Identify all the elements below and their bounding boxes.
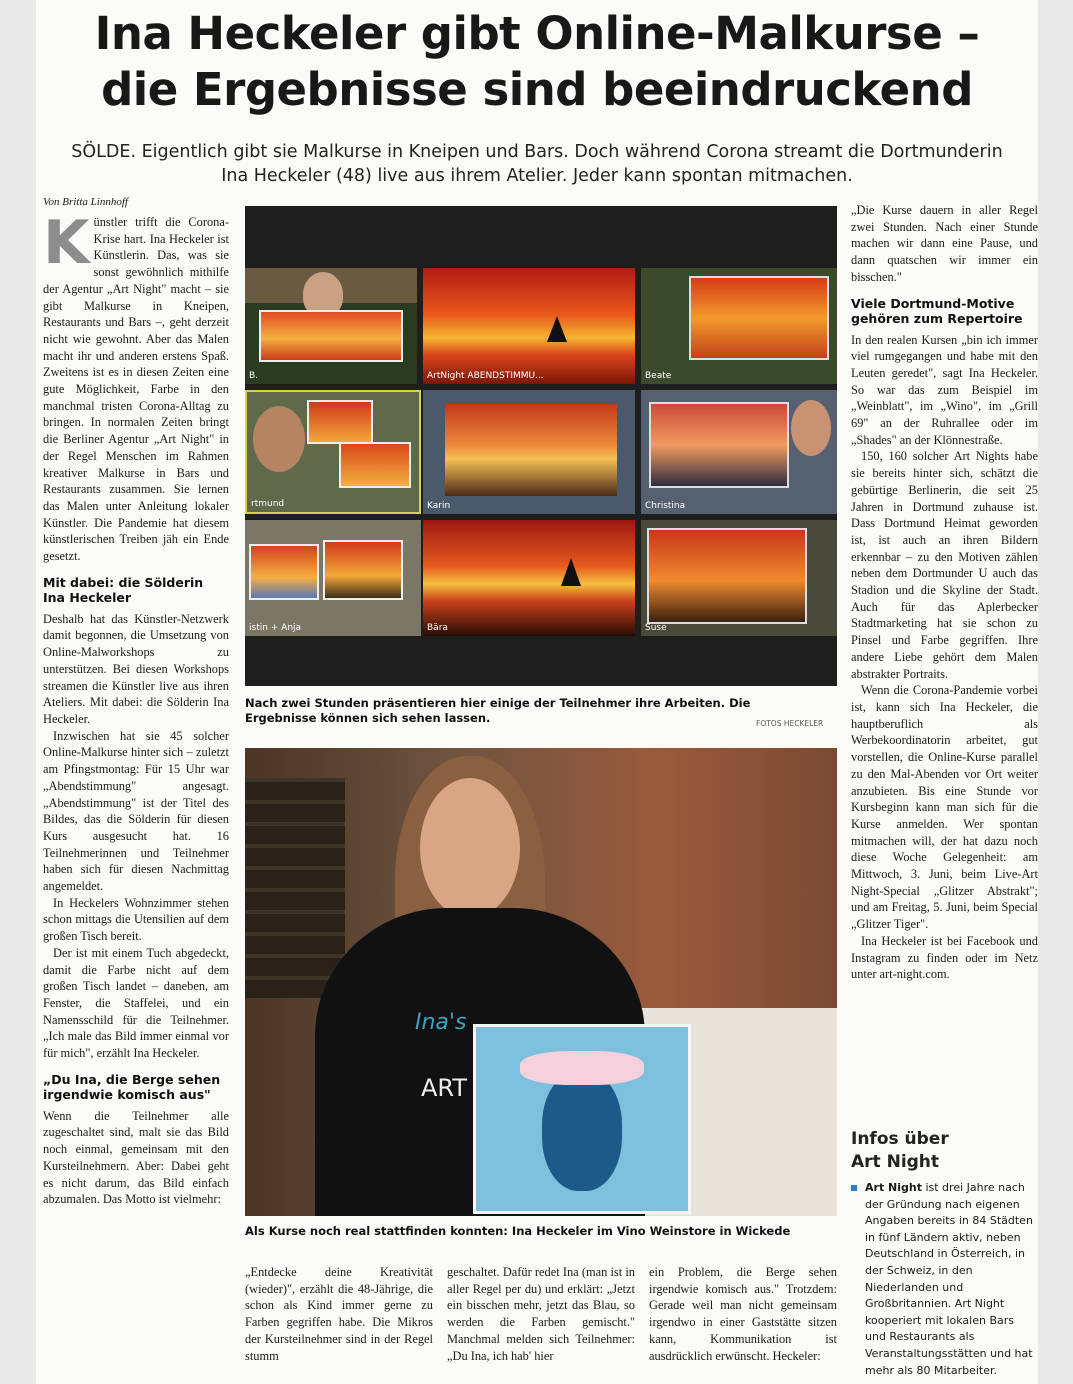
headline-line-1: Ina Heckeler gibt Online-Malkurse – xyxy=(94,7,980,60)
portrait-figure xyxy=(542,1071,622,1191)
face xyxy=(420,778,520,918)
sunset-painting xyxy=(323,540,403,600)
tile-label: Bära xyxy=(427,623,448,633)
participant-tile xyxy=(423,268,635,384)
article-column-3: geschaltet. Dafür redet Ina (man ist in aller Regel per du) und erklärt: „Jetzt ein bisschen mehr, jetzt das Blau, so werden die Farben gemischt." Manchmal melden sich Teilnehmer: „Du Ina, ich hab' hier xyxy=(447,1265,635,1363)
tile-label: Christina xyxy=(645,501,686,511)
paragraph: Wenn die Teilnehmer alle zugeschaltet sind, malt sie das Bild noch einmal, gemeinsam mit den Kursteilnehmern. Aber: Dabei geht es nicht darum, das Bild einfach abzumalen. Das Motto ist vielmehr: xyxy=(43,1108,229,1207)
byline: Von Britta Linnhoff xyxy=(43,196,128,208)
wine-shelf xyxy=(245,778,345,998)
paragraph: In den realen Kursen „bin ich immer viel rumgegangen und habe mit den Leuten geredet", sagt Ina Heckeler. So war das zum Beispiel im „Weinblatt", im „Wino", im „Grill 69" an der Ruhrallee oder im „Shades" an der Klönnestraße. xyxy=(851,332,1038,447)
photo-caption-2: Als Kurse noch real stattfinden konnten: Ina Heckeler im Vino Weinstore in Wickede xyxy=(245,1224,791,1238)
sailboat xyxy=(561,558,581,586)
portrait-photo xyxy=(245,748,837,1216)
sailboat xyxy=(547,316,567,342)
article-column-4-bottom: ein Problem, die Berge sehen irgendwie komisch aus." Trotzdem: Gerade weil man nicht gemeinsam irgendwo in einer Gaststätte sitzen kann, Kommunikation ist ausdrücklich erwünscht. Heckeler: xyxy=(649,1265,837,1363)
subheadline-line-1: SÖLDE. Eigentlich gibt sie Malkurse in Kneipen und Bars. Doch während Corona streamt die Dortmunderin xyxy=(71,142,1003,162)
paragraph: Ina Heckeler ist bei Facebook und Instagram zu finden oder im Netz unter art-night.com. xyxy=(851,933,1038,982)
sunset-painting xyxy=(689,276,829,360)
bottom-columns xyxy=(245,1264,837,1384)
headline-line-2: die Ergebnisse sind beeindruckend xyxy=(101,63,973,116)
subheading-berge: „Du Ina, die Berge sehen irgendwie komisch aus" xyxy=(43,1071,221,1102)
sunset-painting xyxy=(249,544,319,600)
bullet-icon xyxy=(851,1185,857,1191)
paragraph: Der ist mit einem Tuch abgedeckt, damit die Farbe nicht auf dem großen Tisch landet – daneben, am Fenster, die Staffelei, und ein Namensschild für die Teilnehmer. „Ich male das Bild immer einmal vor für mich", erzählt Ina Heckeler. xyxy=(43,945,229,1061)
apron-text: ART xyxy=(421,1074,468,1102)
subheading-dortmund: Viele Dortmund-Motive gehören zum Repertoire xyxy=(851,295,1023,326)
headline xyxy=(36,6,1038,118)
flower-crown xyxy=(520,1051,644,1085)
dropcap: K xyxy=(43,208,90,278)
participant-face xyxy=(791,400,831,456)
video-call-photo xyxy=(245,206,837,686)
intro-paragraph xyxy=(43,208,229,565)
intro-text: ünstler trifft die Corona-Krise hart. Ina Heckeler ist Künstlerin. Das, was sie sonst gewöhnlich mithilfe der Agentur „Art Night" macht – sie gibt Malkurse in Kneipen, Restaurants und Bars –, geht derzeit nicht wie gewohnt. Aber das Malen macht ihr und anderen erstens Spaß. Zweitens ist es in diesen Zeiten eine gute Möglichkeit, Farbe in den manchmal tristen Corona-Alltag zu bringen. In normalen Zeiten bringt die Berliner Agentur „Art Night" in der Regel Menschen im Rahmen kreativer Malkurse in Bars und Restaurants zusammen. Sie lernen das Malen unter Anleitung lokaler Künstler. Die Pandemie hat diesem künstlerischen Treiben jäh ein Ende gesetzt. xyxy=(43,215,229,564)
sunset-painting xyxy=(259,310,403,362)
frida-painting xyxy=(473,1024,691,1214)
participant-tile xyxy=(641,390,837,514)
tile-label: ArtNight ABENDSTIMMU... xyxy=(427,371,544,381)
participant-tile xyxy=(423,390,635,514)
info-box-text xyxy=(851,1180,1038,1379)
sunset-painting xyxy=(647,528,807,624)
paragraph: Inzwischen hat sie 45 solcher Online-Malkurse hinter sich – zuletzt am Pfingstmontag: Für 15 Uhr war „Abendstimmung" angesagt. „Abendstimmung" ist der Titel des Bildes, das die Sölderin für diesen Kurs ausgesucht hat. 16 Teilnehmerinnen und Teilnehmer haben sich für diesen Nachmittag angemeldet. xyxy=(43,728,229,894)
paragraph: Deshalb hat das Künstler-Netzwerk damit begonnen, die Umsetzung von Online-Malworkshops zu unterstützen. Bei diesen Workshops streamen die Künstler live aus ihren Ateliers. Mit dabei: die Sölderin Ina Heckeler. xyxy=(43,611,229,726)
tile-label: rtmund xyxy=(251,499,285,509)
tile-label: Karin xyxy=(427,501,451,511)
paragraph: „Die Kurse dauern in aller Regel zwei Stunden. Nach einer Stunde machen wir dann eine Pause, und dann quatschen wir immer ein bisschen." xyxy=(851,203,1038,284)
subheadline-line-2: Ina Heckeler (48) live aus ihrem Atelier. Jeder kann spontan mitmachen. xyxy=(221,166,853,186)
participant-tile xyxy=(641,520,837,636)
sunset-painting xyxy=(649,402,789,488)
photo-caption-1: Nach zwei Stunden präsentieren hier einige der Teilnehmer ihre Arbeiten. Die Ergebnisse können sich sehen lassen. xyxy=(245,696,751,725)
participant-tile xyxy=(245,268,417,384)
article-column-1 xyxy=(43,208,229,1208)
article-column-right xyxy=(851,202,1038,983)
info-box-lead: Art Night xyxy=(865,1181,922,1194)
tile-label: B. xyxy=(249,371,259,381)
sunset-painting xyxy=(445,404,617,496)
paragraph: Wenn die Corona-Pandemie vorbei ist, kann sich Ina Heckeler, die hauptberuflich als Werbekoordinatorin arbeitet, gut vorstellen, die Online-Kurse parallel zu den Mal-Abenden vor Ort weiter anzubieten. Bis eine Stunde vor Kursbeginn kann man sich für die Kurse anmelden. Wer spontan mitmachen will, der hat dazu noch diese Woche Gelegenheit: am Mittwoch, 3. Juni, beim Live-Art Night-Special „Glitzer Abstrakt"; und am Freitag, 5. Juni, beim Special „Glitzer Tiger". xyxy=(851,683,1038,932)
participant-tile xyxy=(245,390,421,514)
info-box-title xyxy=(851,1128,1038,1174)
tile-label: istin + Anja xyxy=(249,623,302,633)
paragraph: In Heckelers Wohnzimmer stehen schon mittags die Utensilien auf dem großen Tisch bereit. xyxy=(43,895,229,944)
info-box xyxy=(851,1128,1038,1379)
subheadline xyxy=(36,140,1038,188)
info-box-title-line-1: Infos über xyxy=(851,1129,949,1149)
info-box-body: ist drei Jahre nach der Gründung nach eigenen Angaben bereits in 84 Städten in fünf Ländern aktiv, neben Deutschland in Österreich, in der Schweiz, in den Niederlanden und Großbritannien. Art Night kooperiert mit lokalen Bars und Restaurants als Veranstaltungsstätten und hat mehr als 80 Mitarbeiter. xyxy=(865,1181,1033,1377)
paragraph: 150, 160 solcher Art Nights habe sie bereits hinter sich, schätzt die gebürtige Berlinerin, die seit 25 Jahren in Dortmund zuhause ist. Dass Dortmund Heimat geworden ist, ist auch an ihren Bildern erkennbar – zu den Motiven zählen neben dem Dortmunder U auch das Stadion und die Skyline der Stadt. Auch für das Aplerbecker Stadtmarketing hat sie schon zu Pinsel und Farbe gegriffen. Ihre andere Liebe gehört dem Malen abstrakter Portraits. xyxy=(851,449,1038,681)
tile-label: Suse xyxy=(645,623,667,633)
info-box-title-line-2: Art Night xyxy=(851,1152,940,1172)
participant-tile xyxy=(641,268,837,384)
apron-logo: Ina's xyxy=(415,1010,467,1035)
sunset-painting xyxy=(339,442,411,488)
photo-credit: FOTOS HECKELER xyxy=(756,719,824,728)
subheading-mit-dabei: Mit dabei: die Sölderin Ina Heckeler xyxy=(43,574,204,605)
article-column-2: „Entdecke deine Kreativität (wieder)", erzählt die 48-Jährige, die schon als Kind immer gerne zu Farben gegriffen habe. Die Mikros der Kursteilnehmer sind in der Regel stumm xyxy=(245,1265,433,1363)
participant-tile xyxy=(423,520,635,636)
newspaper-page xyxy=(36,0,1038,1384)
tile-label: Beate xyxy=(645,371,672,381)
sunset-painting xyxy=(307,400,373,444)
participant-face xyxy=(253,406,305,472)
participant-tile xyxy=(245,520,421,636)
